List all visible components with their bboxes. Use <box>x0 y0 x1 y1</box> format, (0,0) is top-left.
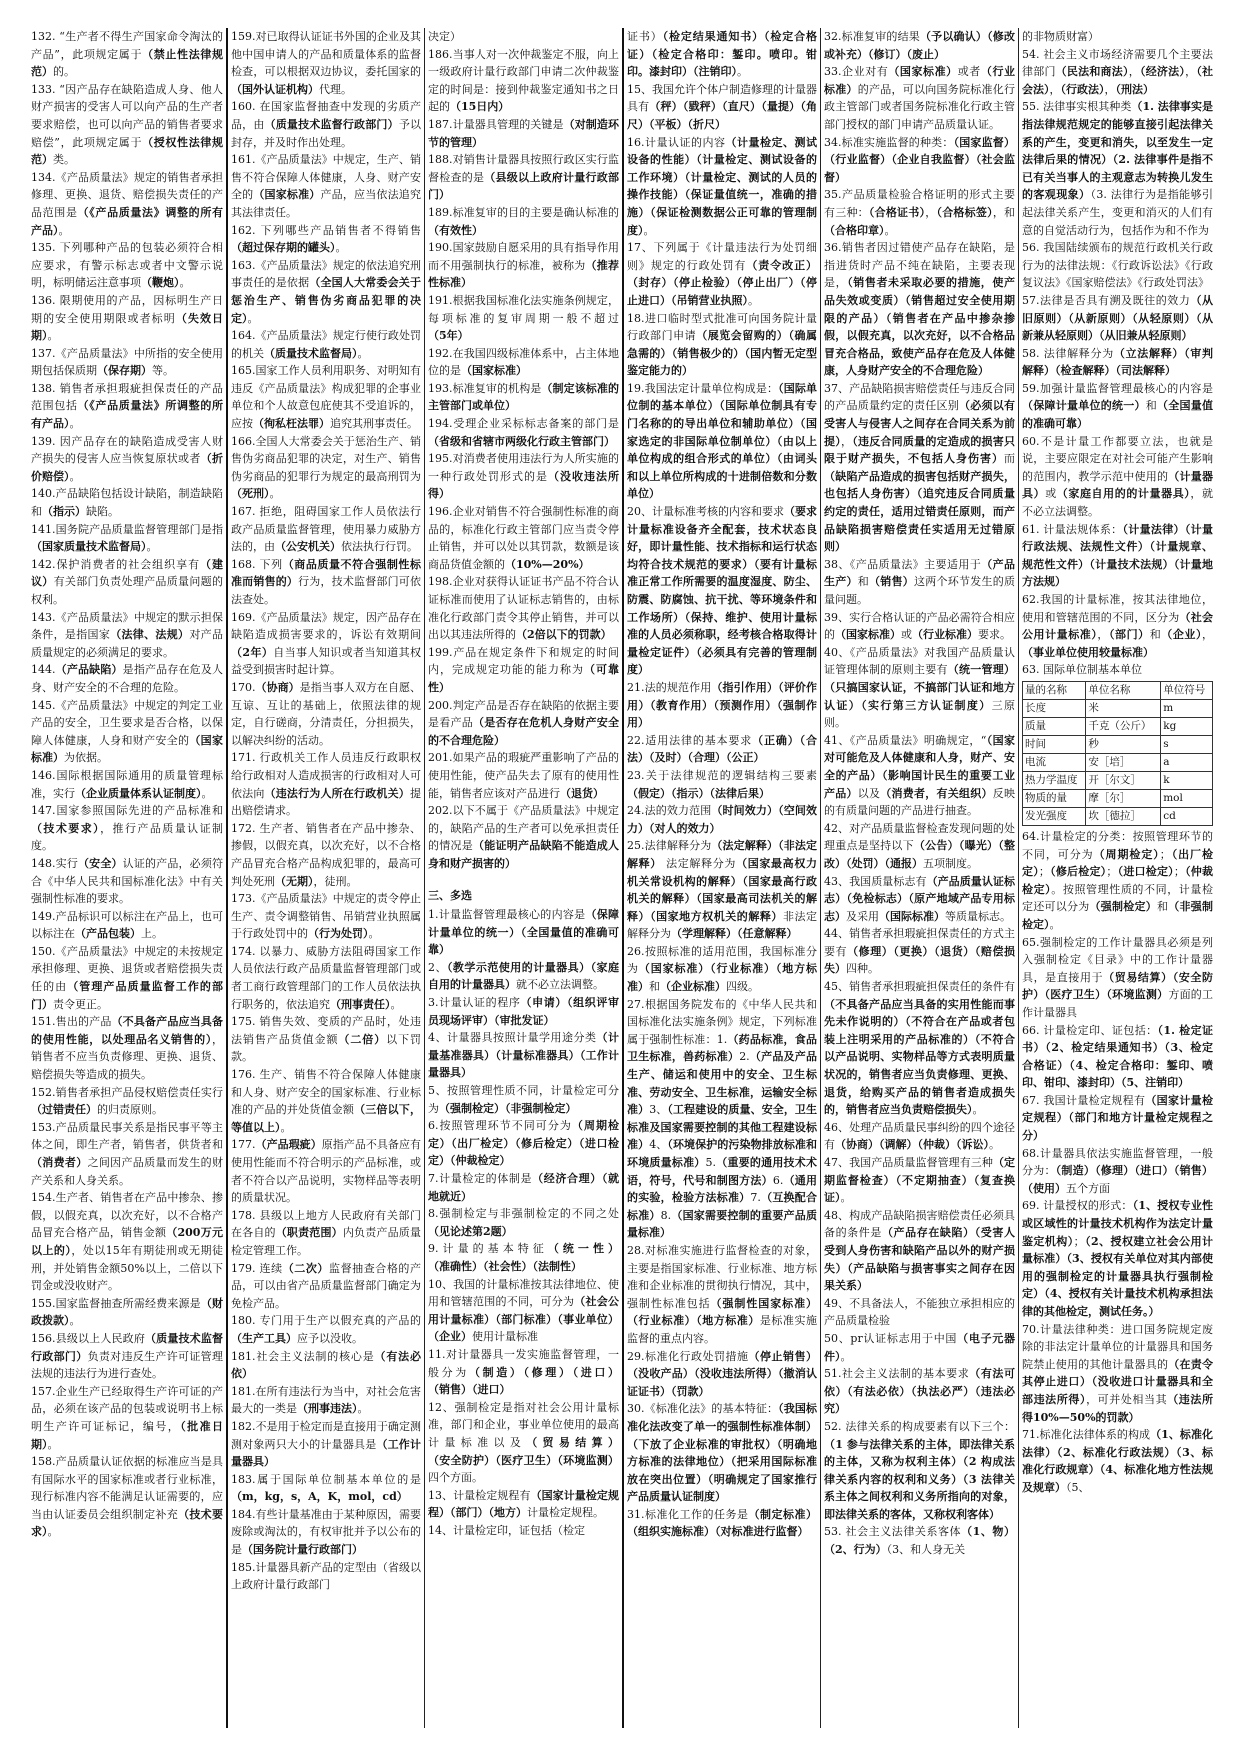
question-item: 53. 社会主义法律关系客体（1、物）（2、行为）（3、和人身无关 <box>824 1525 1015 1557</box>
question-item: 51.社会主义法制的基本要求（有法可依）（有法必依）（执法必严）（违法必究） <box>824 1367 1016 1416</box>
question-item: 195.对消费者使用违法行为人所实施的一种行政处罚形式的是（没收违法所得） <box>428 452 619 501</box>
table-cell: cd <box>1161 807 1213 825</box>
question-item: 15、我国允许个体户制造修理的计量器具有（秤）（戥秤）（直尺）（量提）（角尺）（平板）（折尺） <box>627 82 818 131</box>
question-item: 12、强制检定是指对社会公用计量标准，部门和企业，事业单位使用的最高计量标准以及（贸易结算）（安全防护）（医疗卫生）（环境监测）四个方面。 <box>428 1400 620 1485</box>
question-item: 187.计量器具管理的关键是（对制造环节的管理） <box>428 117 619 149</box>
question-item: 的非物质财富） <box>1022 30 1099 43</box>
question-item: 152.销售者承担产品侵权赔偿责任实行（过错责任）的归责原则。 <box>31 1085 223 1117</box>
question-item: 5、按照管理性质不同，计量检定可分为（强制检定）（非强制检定） <box>428 1084 619 1115</box>
question-item: 136. 限期使用的产品，因标明生产日期的安全使用期限或者标明（失效日期）。 <box>31 293 224 343</box>
table-cell: 物质的量 <box>1023 789 1086 807</box>
question-item: 6.按照管理环节不同可分为（周期检定）（出厂检定）（修后检定）（进口检定）（仲裁检定） <box>428 1119 620 1168</box>
question-item: 200.判定产品是否存在缺陷的依据主要是看产品（是否存在危机人身财产安全的不合理危险） <box>428 698 619 747</box>
question-item: 141.国务院产品质量监督管理部门是指（国家质量技术监督局）。 <box>31 522 223 554</box>
column-6 <box>1018 28 1216 1728</box>
table-row <box>1023 807 1213 825</box>
question-item: 18.进口临时型式批准可向国务院计量行政部门申请（展览会留购的）（确属急需的）（销售极少的）（国内暂无定型鉴定能力的） <box>627 311 818 378</box>
question-item: 162. 下列哪些产品销售者不得销售（超过保存期的罐头）。 <box>231 223 421 255</box>
document-page <box>28 28 1218 1728</box>
question-item: 60.不是计量工作都要立法，也就是说，主要应限定在对社会可能产生影响的范围内，教学示范中使用的（计量器具）或（家庭自用的的计量器具），就不必立法调整。 <box>1022 434 1213 519</box>
question-item: 48、构成产品缺陷损害赔偿责任必须具备的条件是（产品存在缺陷）（受害人受到人身伤害和缺陷产品以外的财产损失）（产品缺陷与损害事实之间存在因果关系） <box>824 1208 1015 1293</box>
question-item: 133. “因产品存在缺陷造成人身、他人财产损害的受害人可以向产品的生产者要求赔偿，也可以向产品的销售者要求赔偿”，此项规定属于（授权性法律规范）类。 <box>31 82 223 167</box>
question-item: 164.《产品质量法》规定行使行政处罚的机关（质量技术监督局）。 <box>231 329 421 360</box>
question-item: 20、计量标准考核的内容和要求（要求计量标准设备齐全配套，技术状态良好，即计量性能、技术指标和运行状态均符合技术规范的要求）（要有计量标准正常工作所需要的温度湿度、防尘、防震、防腐蚀、抗干扰、等环境条件和工作场所）（保持、维护、使用计量标准的人员必须称职，经考核合格取得计量检定证件）（必须具有完善的管理制度） <box>627 505 817 677</box>
question-item: 161.《产品质量法》中规定，生产、销售不符合保障人体健康，人身、财产安全的（国家标准）产品，应当依法追究其法律责任。 <box>231 153 421 219</box>
question-item: 150.《产品质量法》中规定的未按规定承担修理、更换、退货或者赔偿损失责任的由（管理产品质量监督工作的部门）责令更正。 <box>31 944 224 1011</box>
column-3-multiple-choice <box>428 906 619 1539</box>
question-item: 54. 社会主义市场经济需要几个主要法律部门（民法和商法），（经济法），（社会法），（行政法），（刑法） <box>1022 47 1214 96</box>
table-cell: 时间 <box>1023 735 1086 753</box>
question-item: 65.强制检定的工作计量器具必须是列入强制检定《目录》中的工作计量器具，是直接用于（贸易结算）（安全防护）（医疗卫生）（环境监测）方面的工作计量器具 <box>1022 935 1214 1019</box>
question-item: 66. 计量检定印、证包括：（1. 检定证书）（2、检定结果通知书）（3、检定合格证）（4、检定合格印：錾印、喷印、钳印、漆封印）（5、注销印） <box>1022 1023 1214 1090</box>
table-body <box>1023 699 1213 825</box>
question-item: 4、计量器具按照计量学用途分类（计量基准器具）（计量标准器具）（工作计量器具） <box>428 1031 620 1080</box>
column-6-part-b <box>1022 828 1213 1497</box>
question-item: 158.产品质量认证依据的标准应当是具有国际水平的国家标准或者行业标准，现行标准内容不能满足认证需要的，应当由认证委员会组织制定补充（技术要求）。 <box>31 1455 223 1539</box>
column-6-part-a <box>1022 28 1213 679</box>
question-item: 182.不是用于检定而是直接用于确定测测对象两只大小的计量器具是（工作计量器具） <box>231 1419 421 1469</box>
question-item: 192.在我国四级标准体系中，占主体地位的是（国家标准） <box>428 346 619 378</box>
question-item: 132. “生产者不得生产国家命令淘汰的产品”，此项规定属于（禁止性法律规范）的。 <box>31 30 223 79</box>
question-item: 27.根据国务院发布的《中华人民共和国标准化法实施条例》规定，下列标准属于强制性标准：1.（药品标准，食品卫生标准，兽药标准）2.（产品及产品生产、储运和使用中的安全、卫生标准、劳动安全、卫生标准，运输安全标准）3、（工程建设的质量、安全，卫生标准及国家需要控制的其他工程建设标准）4、（环境保护的污染物排放标准和环境质量标准）5.（重要的通用技术术语，符号，代号和制图方法）6.（通用的实验，检验方法标准）7.（互换配合标准）8.（国家需要控制的重要产品质量标准） <box>627 997 818 1240</box>
question-item: 172. 生产者、销售者在产品中掺杂、掺假，以假充真，以次充好，以不合格产品冒充合格产品构成犯罪的，最高可判处死刑（无期），徒刑。 <box>231 821 421 888</box>
table-cell: 秒 <box>1086 735 1161 753</box>
question-item: 16.计量认证的内容（计量检定、测试设备的性能）（计量检定、测试设备的工作环境）（计量检定、测试的人员的操作技能）（保证量值统一，准确的措施）（保证检测数据公正可靠的管理制度）。 <box>627 135 817 237</box>
question-item: 19.我国法定计量单位构成是：（国际单位制的基本单位）（国际单位制具有专门名称的的导出单位和辅助单位）（国家选定的非国际单位制单位）（由以上单位构成的组合形式的单位）（由词头和以上单位所构成的十进制倍数和分数单位） <box>627 381 817 501</box>
question-item: 184.有些计量基准由于某种原因，需要废除或淘汰的，有权审批并予以公布的是（国务院计量行政部门） <box>231 1507 421 1557</box>
question-item: 163.《产品质量法》规定的依法追究刑事责任的是依据（全国人大常委会关于惩治生产、销售伪劣商品犯罪的决定）。 <box>231 258 421 325</box>
question-item: 44、销售者承担瑕疵担保责任的方式主要有（修理）（更换）（退货）（赔偿损失）四种。 <box>824 927 1016 976</box>
question-item: 143.《产品质量法》中规定的默示担保条件，是指国家（法律、法规）对产品质量规定的必须满足的要求。 <box>31 610 223 659</box>
question-item: 38、《产品质量法》主要适用于（产品生产）和（销售）这两个环节发生的质量问题。 <box>824 557 1015 606</box>
question-item: 202.以下不属于《产品质量法》中规定的，缺陷产品的生产者可以免承担责任的情况是（能证明产品缺陷不能造成人身和财产损害的） <box>428 804 619 870</box>
question-item: 174. 以暴力、威胁方法阻碍国家工作人员依法行政产品质量监督管理部门或者工商行政管理部门的工作人员依法执行职务的，依法追究（刑事责任）。 <box>231 944 421 1011</box>
table-header-cell: 量的名称 <box>1023 681 1086 699</box>
question-item: 40、《产品质量法》对我国产品质量认证管理体制的原则主要有（统一管理）（只搞国家认证，不搞部门认证和地方认证）（实行第三方认证制度）三原则。 <box>824 645 1016 730</box>
question-item: 199.产品在规定条件下和规定的时间内，完成规定功能的能力称为（可靠性） <box>428 645 619 694</box>
question-item: 49、不具备法人，不能独立承担相应的产品质量检验 <box>824 1296 1015 1328</box>
question-item: 7.计量检定的体制是（经济合理）（就地就近） <box>428 1172 619 1203</box>
question-item: 37、产品缺陷损害赔偿责任与违反合同的产品质量约定的责任区别（必须以有受害人与侵害人之间存在合同关系为前提），（违反合同质量的定造成的损害只限于财产损失，不包括人身伤害）而（缺陷产品造成的损害包括财产损失，也包括人身伤害）（追究违反合同质量约定的责任，适用过错责任原则，而产品缺陷损害赔偿责任实适用无过错原则） <box>824 381 1016 554</box>
question-item: 181.在所有违法行为当中，对社会危害最大的一类是（刑事违法）。 <box>231 1384 421 1416</box>
question-item: 144.（产品缺陷）是指产品存在危及人身、财产安全的不合理的危险。 <box>31 663 224 694</box>
table-row <box>1023 699 1213 717</box>
column-3-single-choice <box>428 28 619 873</box>
question-item: 183.属于国际单位制基本单位的是（m，kg，s，A，K，mol，cd） <box>231 1472 421 1504</box>
question-item: 173.《产品质量法》中规定的责令停止生产、责令调整销售、吊销营业执照属于行政处罚中的（行为处罚）。 <box>231 892 421 941</box>
question-item: 47、我国产品质量监督管理有三种（定期监督检查）（不定期抽查）（复查换证）。 <box>824 1156 1015 1205</box>
table-cell: 安［培］ <box>1086 753 1161 771</box>
question-item: 69. 计量授权的形式：（1、授权专业性或区域性的计量技术机构作为法定计量鉴定机构）；（2、授权建立社会公用计量标准）（3、授权有关单位对其内部使用的强制检定的计量器具执行强制检定）（4、授权有关计量技术机构承担法律的其他检定，测试任务。） <box>1022 1199 1214 1318</box>
question-item: 证书）（检定结果通知书）（检定合格证）（检定合格印：錾印。喷印。钳印。漆封印）（注销印）。 <box>627 30 818 79</box>
question-item: 43、我国质量标志有（产品质量认证标志）（免检标志）（原产地域产品专用标志）及采用（国际标准）等质量标志。 <box>824 874 1016 923</box>
table-header-row <box>1023 681 1213 699</box>
question-item: 25.法律解释分为（法定解释）（非法定解释） 法定解释分为（国家最高权力机关常设机构的解释）（国家最高行政机关的解释）（国家最高司法机关的解释）（国家地方权机关的解释）非法定解释分为（学理解释）（任意解释） <box>627 839 817 941</box>
question-item: 52. 法律关系的构成要素有以下三个：（1 参与法律关系的主体，即法律关系的主体，又称为权利主体）（2 构成法律关系内容的权利和义务）（3 法律关系主体之间权利和义务所指向的对象，即法律关系的客体，又称权利客体） <box>824 1419 1016 1521</box>
question-item: 34.标准实施监督的种类：（国家监督）（行业监督）（企业自我监督）（社会监督） <box>824 135 1016 184</box>
question-item: 17、下列属于《计量违法行为处罚细则》规定的行政处罚有（责令改正）（封存）（停止检验）（停止出厂）（停止进口）（吊销营业执照）。 <box>627 241 818 307</box>
question-item: 157.企业生产已经取得生产许可证的产品，必须在该产品的包装或说明书上标明生产许可证标记，编号，（批准日期）。 <box>31 1384 224 1451</box>
question-item: 55. 法律事实根其种类（1. 法律事实是指法律规范规定的能够直接引起法律关系的产生，变更和消失，以至发生一定法律后果的情况）（2. 法律事件是指不已有关当事人的主观意志为转换儿发生的客观现象）（3. 法律行为是指能够引起法律关系产生，变更和消灭的人们有意的自觉活动行为，包括作为和不作为 <box>1022 100 1213 237</box>
question-item: 159.对已取得认证证书外国的企业及其他中国申请人的产品和质量体系的监督检查，可以根据双边协议，委托国家的（国外认证机构）代理。 <box>231 30 421 96</box>
question-item: 10、我国的计量标准按其法律地位、使用和管辖范围的不同，可分为（社会公用计量标准）（部门标准）（事业单位）（企业）使用计量标准 <box>428 1277 620 1344</box>
table-cell: 开［尔文］ <box>1086 771 1161 789</box>
question-item: 198.企业对获得认证证书产品不符合认证标准而使用了认证标志销售的，由标准化行政部门责令其停止销售，并可以出以其违法所得的（2倍以下的罚款） <box>428 575 619 642</box>
question-item: 64.计量检定的分类：按照管理环节的不同，可分为（周期检定）；（出厂检定）；（修后检定）；（进口检定）；（仲裁检定）。按照管理性质的不同，计量检定还可以分为（强制检定）和（非强制检定）。 <box>1022 829 1214 931</box>
question-item: 194.受理企业采标标志备案的部门是（省级和省辖市两级化行政主管部门） <box>428 417 619 448</box>
table-row <box>1023 789 1213 807</box>
question-item: 26.按照标准的适用范围，我国标准分为（国家标准）（行业标准）（地方标准）和（企业标准）四级。 <box>627 944 817 994</box>
table-cell: 长度 <box>1023 699 1086 717</box>
question-item: 166.全国人大常委会关于惩治生产、销售伪劣商品犯罪的决定，对生产、销售伪劣商品的犯罪行为规定的最高刑罚为（死刑）。 <box>231 434 421 501</box>
question-item: 140.产品缺陷包括设计缺陷，制造缺陷和（指示）缺陷。 <box>31 487 223 519</box>
question-item: 147.国家参照国际先进的产品标准和（技术要求），推行产品质量认证制度。 <box>31 804 224 853</box>
question-item: 28.对标准实施进行监督检查的对象，主要是指国家标准、行业标准、地方标准和企业标准的贯彻执行情况，其中，强制性标准包括（强制性国家标准）（行业标准）（地方标准）是标准实施监督的重点内容。 <box>627 1243 818 1345</box>
question-item: 139. 因产品存在的缺陷造成受害人财产损失的侵害人应当恢复原状或者（折价赔偿）。 <box>31 434 223 483</box>
question-item: 31.标准化工作的任务是（制定标准）（组织实施标准）（对标准进行监督） <box>627 1507 817 1539</box>
question-item: 41、《产品质量法》明确规定，“（国家对可能危及人体健康和人身，财产、安全的产品）（影响国计民生的重要工业产品）以及（消费者，有关组织）反映的有质量问题的产品进行抽查。 <box>824 733 1015 818</box>
question-item: 137.《产品质量法》中所指的安全使用期包括保质期（保存期）等。 <box>31 346 223 378</box>
question-item: 142.保护消费者的社会组织享有（建议）有关部门负责处理产品质量问题的权利。 <box>31 557 223 606</box>
table-cell: 坎［德拉］ <box>1086 807 1161 825</box>
question-item: 11.对计量器具一发实施监督管理，一般分为（制造）（修理）（进口）（销售）（进口） <box>428 1347 620 1397</box>
question-item: 8.强制检定与非强制检定的不同之处（见论述第2题） <box>428 1207 619 1238</box>
table-cell: 米 <box>1086 699 1161 717</box>
question-item: 67. 我国计量检定规程有（国家计量检定规程）（部门和地方计量检定规程之分） <box>1022 1093 1213 1143</box>
question-item: 13、计量检定规程有（国家计量检定规程）（部门）（地方）计量检定规程。 <box>428 1488 619 1520</box>
question-item: 201.如果产品的瑕疵严重影响了产品的使用性能，使产品失去了原有的使用性能，销售者应该对产品进行（退货） <box>428 751 619 800</box>
column-1 <box>28 28 226 1728</box>
si-base-units-table <box>1022 681 1213 826</box>
table-cell: 质量 <box>1023 717 1086 735</box>
question-item: 50、pr认证标志用于中国（电子元器件）。 <box>824 1331 1016 1363</box>
question-item: 160. 在国家监督抽查中发现的劣质产品，由（质量技术监督行政部门）予以封存，并及时作出处理。 <box>231 100 421 149</box>
question-item: 138. 销售者承担瑕疵担保责任的产品范围包括（《产品质量法》所调整的所有产品）。 <box>31 381 223 431</box>
question-item: 135. 下列哪种产品的包装必须符合相应要求，有警示标志或者中文警示说明，标明储运注意事项（鞭炮）。 <box>31 241 223 290</box>
question-item: 134.《产品质量法》规定的销售者承担修理、更换、退货、赔偿损失责任的产品范围是（《产品质量法》调整的所有产品）。 <box>31 170 223 237</box>
table-cell: a <box>1161 753 1213 771</box>
table-row <box>1023 771 1213 789</box>
question-item: 21.法的规范作用（指引作用）（评价作用）（教育作用）（预测作用）（强制作用） <box>627 680 817 730</box>
column-4 <box>622 28 820 1728</box>
question-item: 56. 我国陆续颁布的规范行政机关行政行为的法律法规：《行政诉讼法》《行政复议法》《国家赔偿法》《行政处罚法》 <box>1022 241 1213 290</box>
question-item: 178. 县级以上地方人民政府有关部门在各自的（职责范围）内负责产品质量检定管理工作。 <box>231 1208 421 1257</box>
question-item: 59.加强计量监督管理最核心的内容是（保障计量单位的统一）和（全国量值的准确可靠） <box>1022 381 1213 431</box>
question-item: 70.计量法律种类：进口国务院规定废除的非法定计量单位的计量器具和国务院禁止使用的其他计量器具的（在责令其停止进口）（没收进口计量器具和全部违法所得），可并处相当其（违法所得10%—50%的罚款） <box>1022 1322 1213 1424</box>
table-header-cell: 单位名称 <box>1086 681 1161 699</box>
question-item: 23.关于法律规范的逻辑结构三要素（假定）（指示）（法律后果） <box>627 768 817 800</box>
question-item: 29.标准化行政处罚措施（停止销售）（没收产品）（没收违法所得）（撤消认证证书）（罚款） <box>627 1349 818 1398</box>
column-5 <box>820 28 1018 1728</box>
table-cell: 千克（公斤） <box>1086 717 1161 735</box>
table-row <box>1023 717 1213 735</box>
question-item: 决定） <box>428 30 461 43</box>
question-item: 33.企业对有（国家标准）或者（行业标准）的产品，可以向国务院标准化行政主管部门或者国务院标准化行政主管部门授权的部门申请产品质量认证。 <box>824 65 1016 131</box>
question-item: 9.计量的基本特征（统一性）（准确性）（社会性）（法制性） <box>428 1242 619 1273</box>
table-cell: 电流 <box>1023 753 1086 771</box>
table-cell: m <box>1161 699 1213 717</box>
question-item: 24.法的效力范围（时间效力）（空间效力）（对人的效力） <box>627 804 817 835</box>
question-item: 39、实行合格认证的产品必需符合相应的（国家标准）或（行业标准）要求。 <box>824 610 1015 642</box>
question-item: 32.标准复审的结果（予以确认）（修改或补充）（修订）（废止） <box>824 30 1015 61</box>
question-item: 153.产品质量民事关系是指民事平等主体之间，即生产者，销售者，供货者和（消费者）之间因产品质量而发生的财产关系和人身关系。 <box>31 1120 223 1187</box>
question-item: 61. 计量法规体系：（计量法律）（计量行政法规、法规性文件）（计量规章、规范性文件）（计量技术法规）（计量地方法规） <box>1022 522 1214 589</box>
table-cell: s <box>1161 735 1213 753</box>
question-item: 181.社会主义法制的核心是（有法必依） <box>231 1349 421 1381</box>
question-item: 149.产品标识可以标注在产品上，也可以标注在（产品包装）上。 <box>31 909 223 941</box>
question-item: 63. 国际单位制基本单位 <box>1022 663 1142 677</box>
question-item: 177.（产品瑕疵）原指产品不具备应有使用性能而不符合明示的产品标准，或者不符合以产品说明，实物样品等表明的质量状况。 <box>231 1138 422 1205</box>
table-cell: mol <box>1161 789 1213 807</box>
question-item: 154.生产者、销售者在产品中掺杂、掺假，以假充真，以次充好，以不合格产品冒充合格产品，销售金额（200万元以上的），处以15年有期徒刑或无期徒刑，并处销售金额50%以上，二倍以下罚金或没收财产。 <box>31 1191 224 1293</box>
question-item: 193.标准复审的机构是（制定该标准的主管部门或单位） <box>428 381 620 413</box>
question-item: 168. 下列（商品质量不符合强制性标准而销售的）行为，技术监督部门可依法查处。 <box>231 557 421 606</box>
question-item: 30.《标准化法》的基本特征：（我国标准化法改变了单一的强制性标准体制）（下放了企业标准的审批权）（明确地方标准的法律地位）（把采用国际标准放在突出位置）（明确规定了国家推行产品质量认证制度） <box>627 1402 817 1504</box>
question-item: 179. 连续（二次）监督抽查合格的产品，可以由省产品质量监督部门确定为免检产品。 <box>231 1261 421 1310</box>
question-item: 156.县级以上人民政府（质量技术监督行政部门）负责对违反生产许可证管理法规的违法行为进行查处。 <box>31 1331 223 1381</box>
table-cell: k <box>1161 771 1213 789</box>
question-item: 35.产品质量检验合格证明的形式主要有三种：（合格证书），（合格标签），和（合格印章）。 <box>824 188 1016 237</box>
table-cell: kg <box>1161 717 1213 735</box>
question-item: 62.我国的计量标准，按其法律地位，使用和管辖范围的不同，区分为（社会公用计量标准），（部门）和（企业），（事业单位使用较量标准） <box>1022 593 1214 659</box>
table-row <box>1023 735 1213 753</box>
question-item: 148.实行（安全）认证的产品，必须符合《中华人民共和国标准化法》中有关强制性标准的要求。 <box>31 856 224 906</box>
column-3 <box>424 28 622 1728</box>
question-item: 68.计量器具依法实施监督管理，一般分为：（制造）（修理）（进口）（销售）（使用）五个方面 <box>1022 1146 1214 1195</box>
section-title-multiple-choice: 三、多选 <box>428 888 472 902</box>
question-item: 175. 销售失效、变质的产品时，处违法销售产品货值金额（二倍）以下罚款。 <box>231 1015 422 1064</box>
question-item: 146.国际根据国际通用的质量管理标准，实行（企业质量体系认证制度）。 <box>31 768 223 800</box>
question-item: 170.（协商）是指当事人双方在自愿、互谅、互让的基础上，依照法律的规定，自行磋商，分清责任，分担损失，以解决纠纷的活动。 <box>231 680 422 747</box>
question-item: 155.国家监督抽查所需经费来源是（财政拨款）。 <box>31 1296 223 1328</box>
question-item: 58. 法律解释分为（立法解释）（审判解释）（检查解释）（司法解释） <box>1022 346 1213 378</box>
question-item: 165.国家工作人员利用职务、对明知有违反《产品质量法》构成犯罪的企事业单位和个人故意包庇使其不受追诉的，应按（徇私枉法罪）追究其刑事责任。 <box>231 364 421 431</box>
question-item: 71.标准化法律体系的构成（1、标准化法律）（2、标准化行政法规）（3、标准化行政规章）（4、标准化地方性法规及规章）（5、 <box>1022 1428 1214 1494</box>
question-item: 188.对销售计量器具按照行政区实行监督检查的是（县级以上政府计量行政部门） <box>428 153 619 202</box>
table-cell: 热力学温度 <box>1023 771 1086 789</box>
question-item: 42、对产品质量监督检查发现问题的处理重点是坚持以下（公告）（曝光）（整改）（处罚）（通报）五项制度。 <box>824 821 1016 870</box>
column-2 <box>226 28 424 1728</box>
question-item: 196.企业对销售不符合强制性标准的商品的，标准化行政主管部门应当责令停止销售，并可以处以其罚款，数额是该商品货值金额的（10%—20%） <box>428 505 619 571</box>
question-item: 176. 生产、销售不符合保障人体健康和人身、财产安全的国家标准、行业标准的产品的并处货值金额（三倍以下，等值以上）。 <box>231 1068 421 1134</box>
question-item: 167. 拒绝，阻碍国家工作人员依法行政产品质量监督管理，使用暴力威胁方法的，由（公安机关）依法执行行罚。 <box>231 505 421 554</box>
question-item: 151.售出的产品（不具备产品应当具备的使用性能，以处理品名义销售的），销售者不应当负责修理、更换、退货、赔偿损失等造成的损失。 <box>31 1015 223 1082</box>
question-item: 189.标准复审的目的主要是确认标准的（有效性） <box>428 205 619 237</box>
table-cell: 发光强度 <box>1023 807 1086 825</box>
question-item: 191.根据我国标准化法实施条例规定，每项标准的复审周期一般不超过（5年） <box>428 293 619 343</box>
question-item: 22.适用法律的基本要求（正确）（合法）（及时）（合理）（公正） <box>627 733 818 765</box>
question-item: 169.《产品质量法》规定，因产品存在缺陷造成损害要求的，诉讼有效期间（2年）自当事人知识或者当知道其权益受到损害时起计算。 <box>231 610 422 677</box>
question-item: 186.当事人对一次仲裁鉴定不服，向上一级政府计量行政部门申请二次仲裁鉴定的时间是：接到仲裁鉴定通知书之日起的（15日内） <box>428 47 619 114</box>
question-item: 57.法律是否具有溯及既往的效力（从旧原则）（从新原则）（从轻原则）（从新兼从轻原则）（从旧兼从轻原则） <box>1022 293 1214 343</box>
question-item: 171. 行政机关工作人员违反行政职权给行政相对人造成损害的行政相对人可依法向（违法行为人所在行政机关）提出赔偿请求。 <box>231 751 421 818</box>
question-item: 185.计量器具新产品的定型由（省级以上政府计量行政部门 <box>231 1560 421 1592</box>
question-item: 145.《产品质量法》中规定的判定工业产品的安全，卫生要求是否合格，以保障人体健康，人身和财产安全的（国家标准）为依据。 <box>31 698 223 765</box>
question-item: 180. 专门用于生产以假充真的产品的（生产工具）应予以没收。 <box>231 1314 421 1345</box>
table-header-cell: 单位符号 <box>1161 681 1213 699</box>
question-item: 36.销售者因过错使产品存在缺陷，是指进货时产品不纯在缺陷，主要表现是，（销售者未采取必要的措施，使产品失效或变质）（销售超过安全使用期限的产品）（销售者在产品中掺杂掺假，以假充真，以次充好，以不合格品冒充合格品，致使产品存在危及人体健康，人身财产安全的不合理危险） <box>824 241 1016 378</box>
table-row <box>1023 753 1213 771</box>
question-item: 46、处理产品质量民事纠纷的四个途径有（协商）（调解）（仲裁）（诉讼）。 <box>824 1120 1015 1152</box>
question-item: 2、（教学示范使用的计量器具）（家庭自用的计量器具）就不必立法调整。 <box>428 960 620 992</box>
question-item: 3.计量认证的程序（申请）（组织评审员现场评审）（审批发证） <box>428 996 619 1027</box>
question-item: 1.计量监督管理最核心的内容是（保障计量单位的统一）（全国量值的准确可靠） <box>428 908 619 957</box>
question-item: 45、销售者承担瑕疵担保责任的条件有（不具备产品应当具备的实用性能而事先未作说明的）（不符合在产品或者包装上注明采用的产品标准的）（不符合以产品说明、实物样品等方式表明质量状况的，销售者应当负责修理、更换、退货，给购买产品的销售者造成损失的，销售者应当负责赔偿损失）。 <box>824 980 1015 1117</box>
question-item: 14、计量检定印，证包括（检定 <box>428 1523 585 1537</box>
question-item: 190.国家鼓励自愿采用的具有指导作用而不用强制执行的标准，被称为（推荐性标准） <box>428 241 619 290</box>
table-cell: 摩［尔］ <box>1086 789 1161 807</box>
